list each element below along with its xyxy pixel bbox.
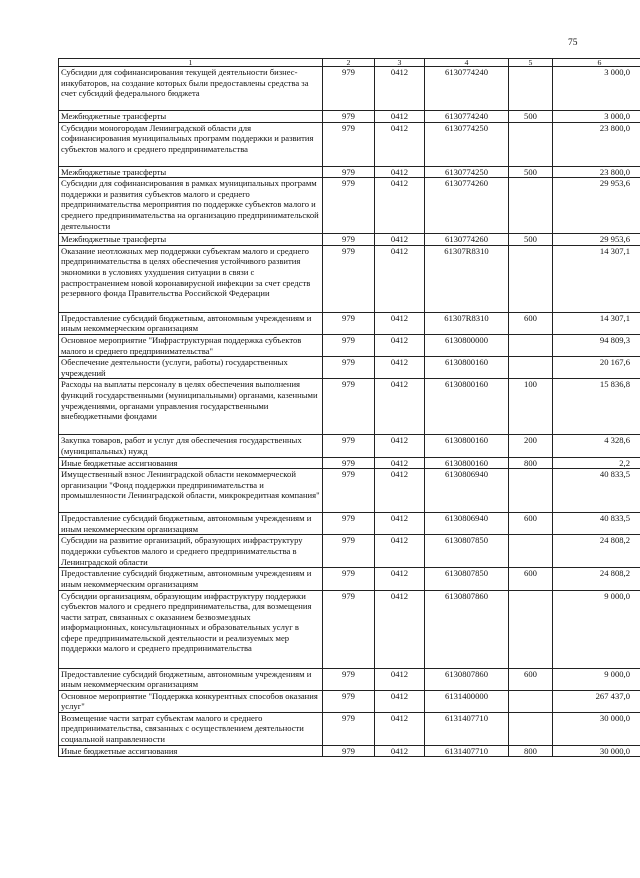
expenditure-name-cell: Межбюджетные трансферты: [59, 234, 323, 246]
target-article-cell: 6130774240: [425, 111, 509, 123]
expense-type-cell: [509, 690, 553, 712]
expense-type-cell: [509, 334, 553, 356]
section-code-cell: 0412: [375, 513, 425, 535]
column-number: 2: [323, 59, 375, 67]
table-row: [59, 312, 640, 334]
table-row: [59, 568, 640, 590]
administrator-code-cell: 979: [323, 178, 375, 234]
amount-cell: 15 836,8: [553, 379, 640, 435]
amount-cell: 30 000,0: [553, 712, 640, 745]
expense-type-cell: [509, 590, 553, 668]
amount-cell: 4 328,6: [553, 435, 640, 457]
section-code-cell: 0412: [375, 379, 425, 435]
expense-type-cell: [509, 469, 553, 513]
expenditure-name-cell: Закупка товаров, работ и услуг для обеспечения государственных (муниципальных) нужд: [59, 435, 323, 457]
page-number: 75: [568, 38, 578, 48]
column-number: 3: [375, 59, 425, 67]
amount-cell: 40 833,5: [553, 469, 640, 513]
administrator-code-cell: 979: [323, 535, 375, 568]
amount-cell: 14 307,1: [553, 245, 640, 312]
target-article-cell: 6130800160: [425, 357, 509, 379]
expense-type-cell: [509, 535, 553, 568]
column-number: 6: [553, 59, 640, 67]
section-code-cell: 0412: [375, 435, 425, 457]
expense-type-cell: 500: [509, 234, 553, 246]
target-article-cell: 6130774250: [425, 166, 509, 178]
target-article-cell: 6130774260: [425, 234, 509, 246]
administrator-code-cell: 979: [323, 357, 375, 379]
administrator-code-cell: 979: [323, 166, 375, 178]
table-row: [59, 379, 640, 435]
amount-cell: 29 953,6: [553, 234, 640, 246]
target-article-cell: 61307R8310: [425, 312, 509, 334]
expense-type-cell: 600: [509, 668, 553, 690]
amount-cell: 40 833,5: [553, 513, 640, 535]
table-row: [59, 234, 640, 246]
expense-type-cell: [509, 357, 553, 379]
column-number: 1: [59, 59, 323, 67]
amount-cell: 3 000,0: [553, 67, 640, 111]
table-row: [59, 245, 640, 312]
target-article-cell: 6130806940: [425, 469, 509, 513]
expense-type-cell: [509, 245, 553, 312]
section-code-cell: 0412: [375, 312, 425, 334]
target-article-cell: 6130807850: [425, 568, 509, 590]
administrator-code-cell: 979: [323, 457, 375, 469]
target-article-cell: 6130807850: [425, 535, 509, 568]
table-row: [59, 590, 640, 668]
section-code-cell: 0412: [375, 690, 425, 712]
table-row: [59, 111, 640, 123]
section-code-cell: 0412: [375, 745, 425, 757]
table-row: [59, 745, 640, 757]
expense-type-cell: [509, 122, 553, 166]
section-code-cell: 0412: [375, 469, 425, 513]
amount-cell: 20 167,6: [553, 357, 640, 379]
expenditure-name-cell: Основное мероприятие "Инфраструктурная поддержка субъектов малого и среднего предпринимательства": [59, 334, 323, 356]
amount-cell: 9 000,0: [553, 668, 640, 690]
section-code-cell: 0412: [375, 457, 425, 469]
target-article-cell: 6130774260: [425, 178, 509, 234]
administrator-code-cell: 979: [323, 111, 375, 123]
administrator-code-cell: 979: [323, 334, 375, 356]
target-article-cell: 6130774250: [425, 122, 509, 166]
table-row: [59, 357, 640, 379]
amount-cell: 23 800,0: [553, 166, 640, 178]
amount-cell: 14 307,1: [553, 312, 640, 334]
budget-table: [58, 58, 640, 757]
expense-type-cell: [509, 178, 553, 234]
expense-type-cell: 500: [509, 166, 553, 178]
expenditure-name-cell: Расходы на выплаты персоналу в целях обеспечения выполнения функций государственными (муниципальными) органами, казенными учреждениями, органами управления государственными внебюджетными фондами: [59, 379, 323, 435]
section-code-cell: 0412: [375, 668, 425, 690]
administrator-code-cell: 979: [323, 745, 375, 757]
expenditure-name-cell: Иные бюджетные ассигнования: [59, 745, 323, 757]
expenditure-name-cell: Имущественный взнос Ленинградской области некоммерческой организации "Фонд поддержки предпринимательства и промышленности Ленинградской области, микрокредитная компания": [59, 469, 323, 513]
expenditure-name-cell: Субсидии моногородам Ленинградской области для софинансирования муниципальных программ поддержки и развития субъектов малого и среднего предпринимательства: [59, 122, 323, 166]
table-row: [59, 469, 640, 513]
expenditure-name-cell: Субсидии для софинансирования в рамках муниципальных программ поддержки и развития субъектов малого и среднего предпринимательства мероприятия по поддержке субъектов малого и среднего предпринимательства на организацию предпринимательской деятельности: [59, 178, 323, 234]
expense-type-cell: 800: [509, 745, 553, 757]
expense-type-cell: 500: [509, 111, 553, 123]
administrator-code-cell: 979: [323, 245, 375, 312]
expenditure-name-cell: Оказание неотложных мер поддержки субъектам малого и среднего предпринимательства в целях обеспечения устойчивого развития экономики в условиях ухудшения ситуации в связи с распространением новой коронавирусной инфекции за счет средств резервного фонда Правительства Российской Федерации: [59, 245, 323, 312]
administrator-code-cell: 979: [323, 513, 375, 535]
amount-cell: 3 000,0: [553, 111, 640, 123]
target-article-cell: 6130800160: [425, 379, 509, 435]
target-article-cell: 6130806940: [425, 513, 509, 535]
section-code-cell: 0412: [375, 535, 425, 568]
administrator-code-cell: 979: [323, 234, 375, 246]
section-code-cell: 0412: [375, 568, 425, 590]
expenditure-name-cell: Предоставление субсидий бюджетным, автономным учреждениям и иным некоммерческим организациям: [59, 568, 323, 590]
column-number: 4: [425, 59, 509, 67]
table-row: [59, 690, 640, 712]
expenditure-name-cell: Обеспечение деятельности (услуги, работы) государственных учреждений: [59, 357, 323, 379]
table-row: [59, 122, 640, 166]
target-article-cell: 61307R8310: [425, 245, 509, 312]
table-row: [59, 166, 640, 178]
amount-cell: 24 808,2: [553, 568, 640, 590]
section-code-cell: 0412: [375, 334, 425, 356]
target-article-cell: 6130807860: [425, 590, 509, 668]
amount-cell: 29 953,6: [553, 178, 640, 234]
column-number-row: [59, 59, 640, 67]
amount-cell: 23 800,0: [553, 122, 640, 166]
table-row: [59, 435, 640, 457]
expenditure-name-cell: Межбюджетные трансферты: [59, 166, 323, 178]
expenditure-name-cell: Субсидии для софинансирования текущей деятельности бизнес-инкубаторов, на создание которых были предоставлены средства за счет субсидий федерального бюджета: [59, 67, 323, 111]
expense-type-cell: 200: [509, 435, 553, 457]
expenditure-name-cell: Предоставление субсидий бюджетным, автономным учреждениям и иным некоммерческим организациям: [59, 668, 323, 690]
amount-cell: 24 808,2: [553, 535, 640, 568]
section-code-cell: 0412: [375, 178, 425, 234]
target-article-cell: 6130800160: [425, 457, 509, 469]
target-article-cell: 6131407710: [425, 745, 509, 757]
amount-cell: 30 000,0: [553, 745, 640, 757]
expenditure-name-cell: Иные бюджетные ассигнования: [59, 457, 323, 469]
section-code-cell: 0412: [375, 234, 425, 246]
administrator-code-cell: 979: [323, 590, 375, 668]
expense-type-cell: 800: [509, 457, 553, 469]
section-code-cell: 0412: [375, 245, 425, 312]
administrator-code-cell: 979: [323, 690, 375, 712]
section-code-cell: 0412: [375, 122, 425, 166]
expenditure-name-cell: Предоставление субсидий бюджетным, автономным учреждениям и иным некоммерческим организациям: [59, 312, 323, 334]
administrator-code-cell: 979: [323, 67, 375, 111]
section-code-cell: 0412: [375, 712, 425, 745]
amount-cell: 2,2: [553, 457, 640, 469]
section-code-cell: 0412: [375, 590, 425, 668]
expense-type-cell: 600: [509, 312, 553, 334]
table-row: [59, 513, 640, 535]
administrator-code-cell: 979: [323, 435, 375, 457]
target-article-cell: 6130800160: [425, 435, 509, 457]
table-row: [59, 535, 640, 568]
table-row: [59, 712, 640, 745]
expense-type-cell: 100: [509, 379, 553, 435]
expenditure-name-cell: Межбюджетные трансферты: [59, 111, 323, 123]
target-article-cell: 6130774240: [425, 67, 509, 111]
administrator-code-cell: 979: [323, 312, 375, 334]
administrator-code-cell: 979: [323, 568, 375, 590]
section-code-cell: 0412: [375, 67, 425, 111]
administrator-code-cell: 979: [323, 668, 375, 690]
administrator-code-cell: 979: [323, 379, 375, 435]
table-row: [59, 457, 640, 469]
administrator-code-cell: 979: [323, 712, 375, 745]
expenditure-name-cell: Предоставление субсидий бюджетным, автономным учреждениям и иным некоммерческим организациям: [59, 513, 323, 535]
administrator-code-cell: 979: [323, 122, 375, 166]
section-code-cell: 0412: [375, 357, 425, 379]
expenditure-name-cell: Субсидии организациям, образующим инфраструктуру поддержки субъектов малого и среднего предпринимательства, для возмещения части затрат, связанных с оказанием безвозмездных информационных, консультационных и образовательных услуг в сфере предпринимательской деятельности и реализуемых мер поддержки малого и среднего предпринимательства: [59, 590, 323, 668]
table-row: [59, 334, 640, 356]
table-row: [59, 67, 640, 111]
target-article-cell: 6130807860: [425, 668, 509, 690]
amount-cell: 94 809,3: [553, 334, 640, 356]
table-row: [59, 178, 640, 234]
expense-type-cell: 600: [509, 568, 553, 590]
column-number: 5: [509, 59, 553, 67]
expense-type-cell: [509, 712, 553, 745]
table-row: [59, 668, 640, 690]
expenditure-name-cell: Основное мероприятие "Поддержка конкурентных способов оказания услуг": [59, 690, 323, 712]
section-code-cell: 0412: [375, 166, 425, 178]
expenditure-name-cell: Субсидии на развитие организаций, образующих инфраструктуру поддержки субъектов малого и среднего предпринимательства в Ленинградской области: [59, 535, 323, 568]
section-code-cell: 0412: [375, 111, 425, 123]
expense-type-cell: 600: [509, 513, 553, 535]
administrator-code-cell: 979: [323, 469, 375, 513]
amount-cell: 9 000,0: [553, 590, 640, 668]
target-article-cell: 6131407710: [425, 712, 509, 745]
expenditure-name-cell: Возмещение части затрат субъектам малого и среднего предпринимательства, связанных с осуществлением деятельности социальной направленности: [59, 712, 323, 745]
expense-type-cell: [509, 67, 553, 111]
target-article-cell: 6130800000: [425, 334, 509, 356]
target-article-cell: 6131400000: [425, 690, 509, 712]
amount-cell: 267 437,0: [553, 690, 640, 712]
